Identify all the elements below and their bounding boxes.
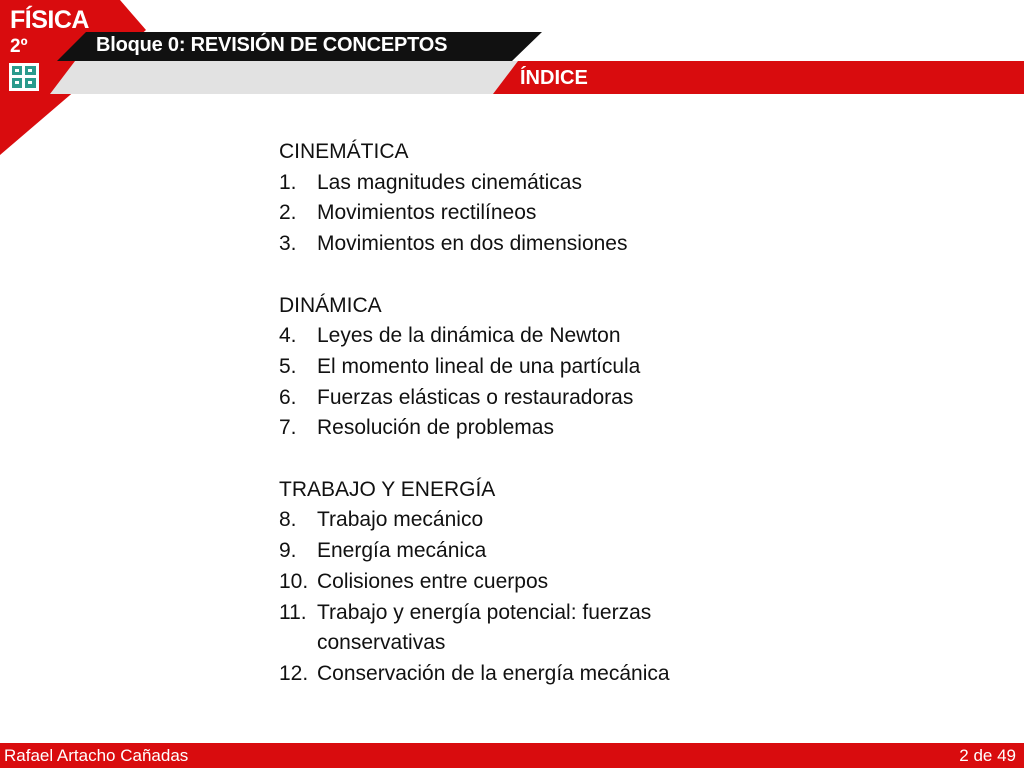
toc-item: [279, 229, 799, 260]
toc-item-text: Colisiones entre cuerpos: [317, 569, 549, 593]
toc-item-number: 2.: [279, 201, 297, 225]
toc-item: [279, 383, 799, 414]
toc-item: [279, 567, 799, 598]
block-title: Bloque 0: REVISIÓN DE CONCEPTOS: [96, 34, 448, 56]
toc-item-text: Movimientos rectilíneos: [317, 201, 537, 225]
toc-item-text: Conservación de la energía mecánica: [317, 661, 670, 685]
toc-item: [279, 198, 799, 229]
section-heading: DINÁMICA: [279, 293, 382, 317]
toc-item: [279, 352, 799, 383]
toc-item-number: 6.: [279, 385, 297, 409]
toc-item-text: Movimientos en dos dimensiones: [317, 232, 628, 256]
author-name: Rafael Artacho Cañadas: [4, 746, 189, 765]
toc-item-number: 7.: [279, 416, 297, 440]
toc-item-number: 1.: [279, 170, 297, 194]
toc-item-number: 5.: [279, 354, 297, 378]
header-decoration: [0, 0, 1024, 160]
toc-item-number: 10.: [279, 569, 309, 593]
toc-item-number: 4.: [279, 324, 297, 348]
toc-item-number: 12.: [279, 661, 309, 685]
toc-item: [279, 659, 799, 690]
section-title: ÍNDICE: [520, 67, 588, 89]
toc-item: [279, 413, 799, 444]
spacer: [279, 444, 799, 475]
grade-label: 2º: [10, 36, 28, 57]
toc-item-text: Energía mecánica: [317, 539, 487, 563]
toc-item-text: Leyes de la dinámica de Newton: [317, 324, 621, 348]
toc-item-text: Trabajo mecánico: [317, 508, 484, 532]
school-logo-icon: [9, 63, 39, 91]
toc-item-text: Las magnitudes cinemáticas: [317, 170, 582, 194]
footer-bar: [0, 743, 1024, 768]
toc-item-continuation: conservativas: [317, 631, 446, 655]
toc-item: [279, 168, 799, 199]
toc-item-number: 11.: [279, 600, 307, 624]
toc-item-text: Resolución de problemas: [317, 416, 554, 440]
toc-item-text: Fuerzas elásticas o restauradoras: [317, 385, 634, 409]
section-heading: TRABAJO Y ENERGÍA: [279, 477, 496, 501]
section-heading: CINEMÁTICA: [279, 140, 409, 163]
toc-item-text: El momento lineal de una partícula: [317, 354, 641, 378]
toc-item: [279, 598, 799, 629]
toc-item-text: Trabajo y energía potencial: fuerzas: [317, 600, 652, 624]
toc-item-number: 9.: [279, 539, 297, 563]
toc-item: [279, 321, 799, 352]
toc-item: [279, 536, 799, 567]
page-number: 2 de 49: [959, 746, 1016, 765]
subject-label: FÍSICA: [10, 6, 89, 34]
toc-item: [279, 505, 799, 536]
toc-item-number: 3.: [279, 232, 297, 256]
table-of-contents: [279, 137, 799, 690]
toc-item-number: 8.: [279, 508, 297, 532]
spacer: [279, 260, 799, 291]
